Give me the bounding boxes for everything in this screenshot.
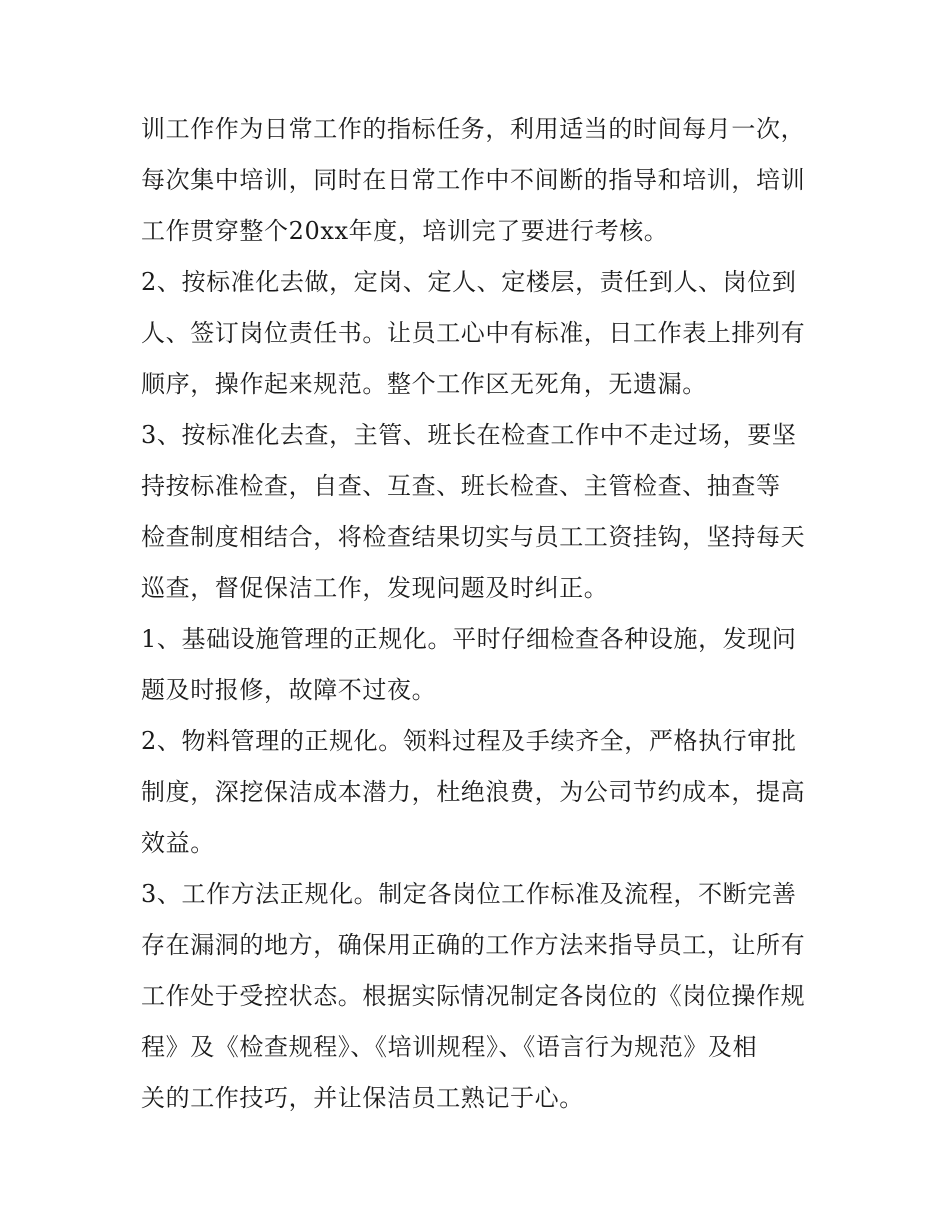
text-line-12: 题及时报修，故障不过夜。 — [141, 676, 437, 704]
body-text — [141, 104, 821, 1124]
text-line-18: 工作处于受控状态。根据实际情况制定各岗位的《岗位操作规 — [141, 982, 806, 1010]
text-line-8: 持按标准检查，自查、互查、班长检查、主管检查、抽查等 — [141, 472, 781, 500]
text-line-3: 工作贯穿整个20xx年度，培训完了要进行考核。 — [141, 217, 669, 245]
text-line-5: 人、签订岗位责任书。让员工心中有标准，日工作表上排列有 — [141, 319, 806, 347]
text-line-1: 训工作作为日常工作的指标任务，利用适当的时间每月一次， — [141, 115, 806, 143]
text-line-13: 2、物料管理的正规化。领料过程及手续齐全，严格执行审批 — [141, 727, 797, 755]
text-line-15: 效益。 — [141, 829, 215, 857]
text-line-10: 巡查，督促保洁工作，发现问题及时纠正。 — [141, 574, 609, 602]
text-line-9: 检查制度相结合，将检查结果切实与员工工资挂钩，坚持每天 — [141, 523, 806, 551]
text-line-7: 3、按标准化去查，主管、班长在检查工作中不走过场，要坚 — [141, 421, 797, 449]
text-line-11: 1、基础设施管理的正规化。平时仔细检查各种设施，发现问 — [141, 625, 797, 653]
text-line-17: 存在漏洞的地方，确保用正确的工作方法来指导员工，让所有 — [141, 931, 806, 959]
text-line-6: 顺序，操作起来规范。整个工作区无死角，无遗漏。 — [141, 370, 707, 398]
text-line-14: 制度，深挖保洁成本潜力，杜绝浪费，为公司节约成本，提高 — [141, 778, 806, 806]
text-line-4: 2、按标准化去做，定岗、定人、定楼层，责任到人、岗位到 — [141, 268, 797, 296]
text-line-2: 每次集中培训，同时在日常工作中不间断的指导和培训，培训 — [141, 166, 806, 194]
text-line-20: 关的工作技巧，并让保洁员工熟记于心。 — [141, 1084, 584, 1112]
text-line-19: 程》及《检查规程》、《培训规程》、《语言行为规范》及相 — [141, 1033, 758, 1061]
text-line-16: 3、工作方法正规化。制定各岗位工作标准及流程，不断完善 — [141, 880, 797, 908]
